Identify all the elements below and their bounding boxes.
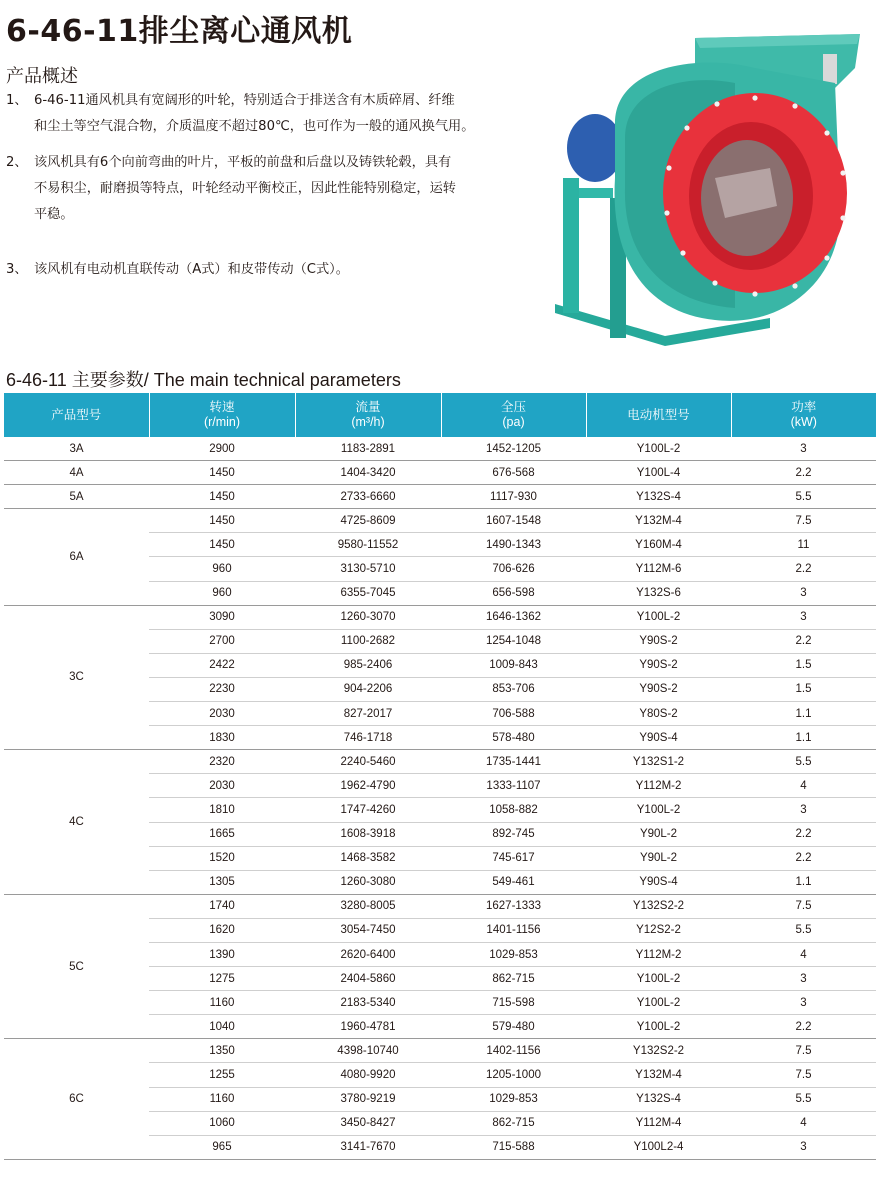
speed-cell: 2320	[149, 750, 295, 774]
pressure-cell: 853-706	[441, 677, 586, 701]
power-cell: 4	[731, 1111, 876, 1135]
speed-cell: 1450	[149, 485, 295, 509]
power-cell: 2.2	[731, 629, 876, 653]
model-cell: 4A	[4, 461, 149, 485]
flow-cell: 3130-5710	[295, 557, 441, 581]
power-cell: 2.2	[731, 1015, 876, 1039]
item-number: 2、	[6, 155, 28, 170]
speed-cell: 1450	[149, 509, 295, 533]
support-leg	[563, 178, 579, 313]
pressure-cell: 1452-1205	[441, 437, 586, 461]
motor-cell: Y100L-2	[586, 1015, 731, 1039]
pressure-cell: 578-480	[441, 726, 586, 750]
item-text-line: 6-46-11通风机具有宽阔形的叶轮，特别适合于排送含有木质碎屑、纤维	[34, 93, 455, 108]
power-cell: 3	[731, 1135, 876, 1159]
power-cell: 7.5	[731, 509, 876, 533]
motor-cell: Y90S-2	[586, 677, 731, 701]
power-cell: 5.5	[731, 918, 876, 942]
motor-cell: Y80S-2	[586, 702, 731, 726]
speed-cell: 1450	[149, 461, 295, 485]
speed-cell: 1160	[149, 1087, 295, 1111]
motor-cell: Y160M-4	[586, 533, 731, 557]
pressure-cell: 1029-853	[441, 942, 586, 966]
table-row	[4, 605, 876, 629]
motor-cell: Y112M-4	[586, 1111, 731, 1135]
model-cell: 5C	[4, 894, 149, 1039]
speed-cell: 1060	[149, 1111, 295, 1135]
motor-cell: Y112M-6	[586, 557, 731, 581]
flow-cell: 1962-4790	[295, 774, 441, 798]
speed-cell: 1830	[149, 726, 295, 750]
model-cell: 4C	[4, 750, 149, 895]
header-pressure	[441, 393, 586, 437]
table-row	[4, 461, 876, 485]
model-cell: 3C	[4, 605, 149, 750]
flow-cell: 4080-9920	[295, 1063, 441, 1087]
speed-cell: 965	[149, 1135, 295, 1159]
pressure-cell: 715-598	[441, 991, 586, 1015]
motor-cell: Y90S-2	[586, 629, 731, 653]
speed-cell: 2230	[149, 677, 295, 701]
speed-cell: 2030	[149, 702, 295, 726]
flow-cell: 2240-5460	[295, 750, 441, 774]
motor-cell: Y100L-2	[586, 437, 731, 461]
speed-cell: 1390	[149, 942, 295, 966]
flow-cell: 9580-11552	[295, 533, 441, 557]
flow-cell: 2404-5860	[295, 967, 441, 991]
flow-cell: 3141-7670	[295, 1135, 441, 1159]
speed-cell: 1450	[149, 533, 295, 557]
flow-cell: 2620-6400	[295, 942, 441, 966]
motor-cell: Y112M-2	[586, 942, 731, 966]
speed-cell: 1275	[149, 967, 295, 991]
fan-product-image	[555, 28, 875, 358]
motor-cell: Y100L-2	[586, 967, 731, 991]
pressure-cell: 1646-1362	[441, 605, 586, 629]
flow-cell: 1608-3918	[295, 822, 441, 846]
speed-cell: 1665	[149, 822, 295, 846]
header-unit: (pa)	[502, 415, 525, 429]
flow-cell: 746-1718	[295, 726, 441, 750]
header-motor	[586, 393, 731, 437]
power-cell: 7.5	[731, 1039, 876, 1063]
flow-cell: 4398-10740	[295, 1039, 441, 1063]
overview-item-1	[6, 88, 506, 140]
pressure-cell: 706-626	[441, 557, 586, 581]
motor-cell: Y132S1-2	[586, 750, 731, 774]
pressure-cell: 1490-1343	[441, 533, 586, 557]
item-text-line: 平稳。	[34, 207, 74, 222]
flow-cell: 3450-8427	[295, 1111, 441, 1135]
support-brace	[579, 188, 613, 198]
pressure-cell: 1607-1548	[441, 509, 586, 533]
header-label: 流量	[355, 400, 381, 414]
power-cell: 3	[731, 437, 876, 461]
motor-cell: Y90S-4	[586, 726, 731, 750]
header-label: 功率	[791, 400, 817, 414]
speed-cell: 1305	[149, 870, 295, 894]
overview-heading: 产品概述	[6, 66, 78, 87]
table-row	[4, 894, 876, 918]
speed-cell: 2900	[149, 437, 295, 461]
flow-cell: 1260-3080	[295, 870, 441, 894]
motor-cell: Y132S-4	[586, 1087, 731, 1111]
power-cell: 2.2	[731, 822, 876, 846]
flow-cell: 4725-8609	[295, 509, 441, 533]
table-row	[4, 750, 876, 774]
pressure-cell: 1735-1441	[441, 750, 586, 774]
power-cell: 1.1	[731, 702, 876, 726]
motor-cell: Y100L2-4	[586, 1135, 731, 1159]
flow-cell: 2183-5340	[295, 991, 441, 1015]
speed-cell: 1810	[149, 798, 295, 822]
table-row	[4, 1039, 876, 1063]
motor-cell: Y100L-2	[586, 605, 731, 629]
power-cell: 3	[731, 581, 876, 605]
pressure-cell: 1402-1156	[441, 1039, 586, 1063]
power-cell: 4	[731, 774, 876, 798]
page-title: 6-46-11排尘离心通风机	[6, 14, 353, 49]
speed-cell: 1160	[149, 991, 295, 1015]
flow-cell: 1468-3582	[295, 846, 441, 870]
power-cell: 3	[731, 798, 876, 822]
flow-cell: 1183-2891	[295, 437, 441, 461]
speed-cell: 1255	[149, 1063, 295, 1087]
motor-cell: Y90S-4	[586, 870, 731, 894]
header-label: 转速	[209, 400, 235, 414]
flow-cell: 3280-8005	[295, 894, 441, 918]
pressure-cell: 579-480	[441, 1015, 586, 1039]
pressure-cell: 1058-882	[441, 798, 586, 822]
parameters-table	[4, 393, 876, 1160]
motor-cell: Y100L-2	[586, 798, 731, 822]
table-row	[4, 437, 876, 461]
motor	[567, 114, 623, 182]
speed-cell: 960	[149, 581, 295, 605]
model-cell: 5A	[4, 485, 149, 509]
motor-cell: Y112M-2	[586, 774, 731, 798]
flow-cell: 3780-9219	[295, 1087, 441, 1111]
power-cell: 1.1	[731, 726, 876, 750]
power-cell: 7.5	[731, 1063, 876, 1087]
motor-cell: Y90S-2	[586, 653, 731, 677]
power-cell: 2.2	[731, 846, 876, 870]
pressure-cell: 862-715	[441, 1111, 586, 1135]
pressure-cell: 1333-1107	[441, 774, 586, 798]
table-row	[4, 485, 876, 509]
flow-cell: 3054-7450	[295, 918, 441, 942]
power-cell: 3	[731, 991, 876, 1015]
power-cell: 5.5	[731, 485, 876, 509]
item-text-line: 该风机有电动机直联传动（A式）和皮带传动（C式）。	[34, 262, 349, 277]
item-text-line: 该风机具有6个向前弯曲的叶片，平板的前盘和后盘以及铸铁轮毂，具有	[34, 155, 452, 170]
motor-cell: Y132S-4	[586, 485, 731, 509]
power-cell: 5.5	[731, 750, 876, 774]
item-text-line: 和尘土等空气混合物，介质温度不超过80℃，也可作为一般的通风换气用。	[34, 119, 475, 134]
flow-cell: 2733-6660	[295, 485, 441, 509]
table-header-row	[4, 393, 876, 437]
pressure-cell: 549-461	[441, 870, 586, 894]
pressure-cell: 1009-843	[441, 653, 586, 677]
motor-cell: Y132S2-2	[586, 1039, 731, 1063]
pressure-cell: 1627-1333	[441, 894, 586, 918]
pressure-cell: 1117-930	[441, 485, 586, 509]
overview-item-3	[6, 257, 506, 283]
flow-cell: 6355-7045	[295, 581, 441, 605]
item-number: 1、	[6, 93, 28, 108]
motor-cell: Y90L-2	[586, 846, 731, 870]
pressure-cell: 676-568	[441, 461, 586, 485]
item-number: 3、	[6, 262, 28, 277]
motor-cell: Y12S2-2	[586, 918, 731, 942]
power-cell: 1.1	[731, 870, 876, 894]
header-label: 电动机型号	[627, 407, 690, 422]
header-label: 全压	[500, 400, 526, 414]
header-flow	[295, 393, 441, 437]
header-power	[731, 393, 876, 437]
power-cell: 2.2	[731, 557, 876, 581]
model-cell: 3A	[4, 437, 149, 461]
pressure-cell: 892-745	[441, 822, 586, 846]
motor-cell: Y100L-4	[586, 461, 731, 485]
pressure-cell: 1254-1048	[441, 629, 586, 653]
pressure-cell: 862-715	[441, 967, 586, 991]
speed-cell: 2030	[149, 774, 295, 798]
pressure-cell: 715-588	[441, 1135, 586, 1159]
flow-cell: 827-2017	[295, 702, 441, 726]
speed-cell: 3090	[149, 605, 295, 629]
item-text-line: 不易积尘，耐磨损等特点，叶轮经动平衡校正，因此性能特别稳定，运转	[34, 181, 456, 196]
power-cell: 5.5	[731, 1087, 876, 1111]
table-row	[4, 509, 876, 533]
flow-cell: 985-2406	[295, 653, 441, 677]
nameplate	[823, 54, 837, 84]
speed-cell: 1620	[149, 918, 295, 942]
power-cell: 11	[731, 533, 876, 557]
pressure-cell: 706-588	[441, 702, 586, 726]
table-body	[4, 437, 876, 1159]
power-cell: 1.5	[731, 677, 876, 701]
model-cell: 6C	[4, 1039, 149, 1159]
header-unit: (kW)	[790, 415, 817, 429]
flow-cell: 1404-3420	[295, 461, 441, 485]
model-cell: 6A	[4, 509, 149, 605]
power-cell: 7.5	[731, 894, 876, 918]
motor-cell: Y90L-2	[586, 822, 731, 846]
header-unit: (m³/h)	[351, 415, 385, 429]
header-unit: (r/min)	[203, 415, 241, 429]
motor-cell: Y132M-4	[586, 1063, 731, 1087]
power-cell: 1.5	[731, 653, 876, 677]
pressure-cell: 1401-1156	[441, 918, 586, 942]
speed-cell: 1040	[149, 1015, 295, 1039]
power-cell: 3	[731, 605, 876, 629]
pressure-cell: 745-617	[441, 846, 586, 870]
speed-cell: 1740	[149, 894, 295, 918]
flow-cell: 1260-3070	[295, 605, 441, 629]
motor-cell: Y132S2-2	[586, 894, 731, 918]
speed-cell: 960	[149, 557, 295, 581]
power-cell: 3	[731, 967, 876, 991]
motor-cell: Y132M-4	[586, 509, 731, 533]
overview-item-2	[6, 150, 506, 228]
flow-cell: 1960-4781	[295, 1015, 441, 1039]
motor-cell: Y132S-6	[586, 581, 731, 605]
header-label: 产品型号	[51, 407, 102, 422]
power-cell: 4	[731, 942, 876, 966]
flow-cell: 1747-4260	[295, 798, 441, 822]
header-speed	[149, 393, 295, 437]
header-model	[4, 393, 149, 437]
speed-cell: 2700	[149, 629, 295, 653]
params-title: 6-46-11 主要参数/ The main technical parameters	[6, 370, 401, 390]
motor-cell: Y100L-2	[586, 991, 731, 1015]
speed-cell: 2422	[149, 653, 295, 677]
pressure-cell: 1205-1000	[441, 1063, 586, 1087]
flow-cell: 904-2206	[295, 677, 441, 701]
pressure-cell: 656-598	[441, 581, 586, 605]
speed-cell: 1350	[149, 1039, 295, 1063]
power-cell: 2.2	[731, 461, 876, 485]
pressure-cell: 1029-853	[441, 1087, 586, 1111]
speed-cell: 1520	[149, 846, 295, 870]
flow-cell: 1100-2682	[295, 629, 441, 653]
